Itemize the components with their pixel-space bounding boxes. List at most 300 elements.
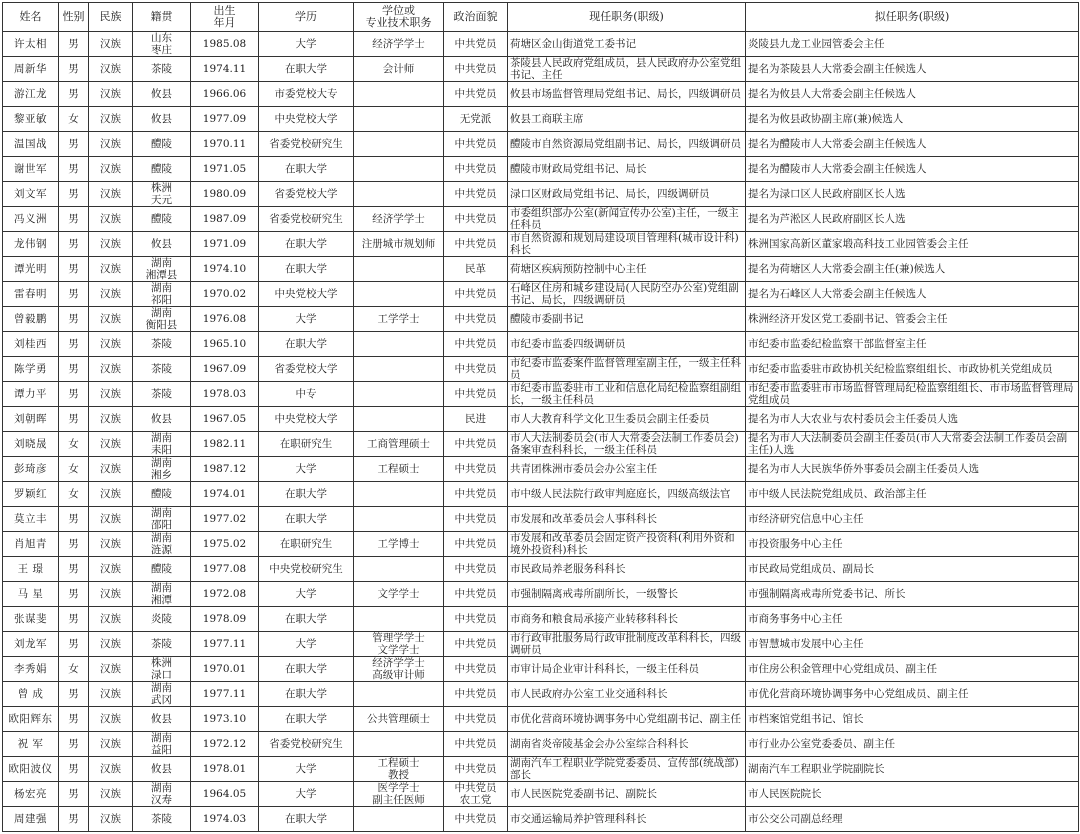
- cell-current-post: 市发展和改革委员会人事科科长: [508, 507, 746, 532]
- cell-degree-title: 工程硕士: [354, 457, 444, 482]
- table-row: [3, 182, 1079, 207]
- cell-name: 刘朝晖: [3, 407, 59, 432]
- cell-ethnicity: 汉族: [89, 207, 133, 232]
- cell-native-place: 湖南 武冈: [133, 682, 191, 707]
- cell-proposed-post: 株洲经济开发区党工委副书记、管委会主任: [746, 307, 1079, 332]
- cell-gender: 男: [59, 757, 89, 782]
- table-row: [3, 382, 1079, 407]
- cell-education: 大学: [259, 632, 354, 657]
- cell-proposed-post: 提名为市人大农业与农村委员会主任委员人选: [746, 407, 1079, 432]
- header-education: 学历: [259, 3, 354, 32]
- cell-birth-date: 1972.12: [191, 732, 259, 757]
- cell-current-post: 湖南省炎帝陵基金会办公室综合科科长: [508, 732, 746, 757]
- cell-current-post: 市中级人民法院行政审判庭庭长，四级高级法官: [508, 482, 746, 507]
- header-proposed-post: 拟任职务(职级): [746, 3, 1079, 32]
- cell-native-place: 攸县: [133, 707, 191, 732]
- cell-proposed-post: 市人民医院院长: [746, 782, 1079, 807]
- cell-name: 谢世军: [3, 157, 59, 182]
- cell-current-post: 攸县市场监督管理局党组书记、局长，四级调研员: [508, 82, 746, 107]
- cell-political-status: 中共党员 农工党: [444, 782, 508, 807]
- cell-education: 在职大学: [259, 482, 354, 507]
- cell-degree-title: [354, 732, 444, 757]
- cell-political-status: 中共党员: [444, 207, 508, 232]
- cell-birth-date: 1978.03: [191, 382, 259, 407]
- cell-education: 省委党校大学: [259, 357, 354, 382]
- cell-name: 周建强: [3, 807, 59, 832]
- cell-birth-date: 1976.08: [191, 307, 259, 332]
- cell-gender: 男: [59, 407, 89, 432]
- cell-proposed-post: 市档案馆党组书记、馆长: [746, 707, 1079, 732]
- cell-education: 省委党校大学: [259, 182, 354, 207]
- cell-degree-title: [354, 182, 444, 207]
- cell-political-status: 中共党员: [444, 557, 508, 582]
- cell-political-status: 中共党员: [444, 482, 508, 507]
- cell-name: 杨宏亮: [3, 782, 59, 807]
- cell-current-post: 攸县工商联主席: [508, 107, 746, 132]
- cell-political-status: 中共党员: [444, 607, 508, 632]
- cell-current-post: 市强制隔离戒毒所副所长，一级警长: [508, 582, 746, 607]
- cell-gender: 男: [59, 782, 89, 807]
- cell-degree-title: 工程硕士 教授: [354, 757, 444, 782]
- cell-ethnicity: 汉族: [89, 232, 133, 257]
- cell-political-status: 中共党员: [444, 682, 508, 707]
- cell-gender: 男: [59, 207, 89, 232]
- cell-native-place: 醴陵: [133, 482, 191, 507]
- cell-birth-date: 1971.09: [191, 232, 259, 257]
- cell-gender: 女: [59, 457, 89, 482]
- cell-proposed-post: 提名为攸县人大常委会副主任候选人: [746, 82, 1079, 107]
- cell-proposed-post: 提名为市人大法制委员会副主任委员(市人大常委会法制工作委员会副主任)人选: [746, 432, 1079, 457]
- cell-proposed-post: 市住房公积金管理中心党组成员、副主任: [746, 657, 1079, 682]
- cell-current-post: 市民政局养老服务科科长: [508, 557, 746, 582]
- cell-political-status: 中共党员: [444, 657, 508, 682]
- cell-name: 欧阳辉东: [3, 707, 59, 732]
- cell-name: 许太相: [3, 32, 59, 57]
- cell-native-place: 醴陵: [133, 557, 191, 582]
- cell-degree-title: [354, 807, 444, 832]
- cell-native-place: 茶陵: [133, 332, 191, 357]
- table-row: [3, 582, 1079, 607]
- cell-name: 刘龙军: [3, 632, 59, 657]
- cell-ethnicity: 汉族: [89, 507, 133, 532]
- cell-name: 曾 成: [3, 682, 59, 707]
- table-row: [3, 757, 1079, 782]
- cell-ethnicity: 汉族: [89, 382, 133, 407]
- cell-education: 在职大学: [259, 257, 354, 282]
- table-row: [3, 682, 1079, 707]
- cell-political-status: 中共党员: [444, 307, 508, 332]
- cell-political-status: 民革: [444, 257, 508, 282]
- cell-education: 大学: [259, 32, 354, 57]
- cell-ethnicity: 汉族: [89, 582, 133, 607]
- cell-proposed-post: 市投资服务中心主任: [746, 532, 1079, 557]
- cell-native-place: 茶陵: [133, 807, 191, 832]
- cell-native-place: 醴陵: [133, 132, 191, 157]
- cell-education: 大学: [259, 582, 354, 607]
- cell-gender: 男: [59, 732, 89, 757]
- cell-education: 省委党校研究生: [259, 732, 354, 757]
- cell-birth-date: 1987.09: [191, 207, 259, 232]
- cell-proposed-post: 提名为攸县政协副主席(兼)候选人: [746, 107, 1079, 132]
- cell-degree-title: [354, 607, 444, 632]
- cell-political-status: 中共党员: [444, 357, 508, 382]
- cell-degree-title: 公共管理硕士: [354, 707, 444, 732]
- cell-native-place: 攸县: [133, 757, 191, 782]
- cell-gender: 男: [59, 57, 89, 82]
- table-row: [3, 232, 1079, 257]
- cell-ethnicity: 汉族: [89, 682, 133, 707]
- table-row: [3, 332, 1079, 357]
- table-row: [3, 407, 1079, 432]
- cell-proposed-post: 提名为渌口区人民政府副区长人选: [746, 182, 1079, 207]
- cell-political-status: 中共党员: [444, 132, 508, 157]
- cell-native-place: 攸县: [133, 107, 191, 132]
- table-row: [3, 782, 1079, 807]
- table-row: [3, 57, 1079, 82]
- cell-political-status: 中共党员: [444, 232, 508, 257]
- cell-birth-date: 1977.11: [191, 632, 259, 657]
- cell-ethnicity: 汉族: [89, 257, 133, 282]
- cell-proposed-post: 市中级人民法院党组成员、政治部主任: [746, 482, 1079, 507]
- cell-ethnicity: 汉族: [89, 457, 133, 482]
- cell-proposed-post: 湖南汽车工程职业学院副院长: [746, 757, 1079, 782]
- table-row: [3, 82, 1079, 107]
- cell-native-place: 醴陵: [133, 207, 191, 232]
- cell-education: 中央党校大学: [259, 407, 354, 432]
- cell-degree-title: 工学博士: [354, 532, 444, 557]
- cell-native-place: 攸县: [133, 82, 191, 107]
- cell-political-status: 中共党员: [444, 32, 508, 57]
- cell-native-place: 湖南 湘潭: [133, 582, 191, 607]
- cell-education: 大学: [259, 782, 354, 807]
- cell-proposed-post: 市行业办公室党委委员、副主任: [746, 732, 1079, 757]
- cell-proposed-post: 市商务事务中心主任: [746, 607, 1079, 632]
- cell-ethnicity: 汉族: [89, 157, 133, 182]
- cell-political-status: 中共党员: [444, 382, 508, 407]
- table-row: [3, 482, 1079, 507]
- cell-current-post: 市人民政府办公室工业交通科科长: [508, 682, 746, 707]
- cell-birth-date: 1970.01: [191, 657, 259, 682]
- cell-education: 市委党校大专: [259, 82, 354, 107]
- cell-ethnicity: 汉族: [89, 782, 133, 807]
- cell-birth-date: 1964.05: [191, 782, 259, 807]
- cell-current-post: 市商务和粮食局承接产业转移科科长: [508, 607, 746, 632]
- cell-proposed-post: 市经济研究信息中心主任: [746, 507, 1079, 532]
- cell-political-status: 中共党员: [444, 57, 508, 82]
- cell-degree-title: 文学学士: [354, 582, 444, 607]
- table-row: [3, 807, 1079, 832]
- cell-birth-date: 1977.11: [191, 682, 259, 707]
- cell-degree-title: [354, 407, 444, 432]
- table-row: [3, 457, 1079, 482]
- cell-political-status: 中共党员: [444, 732, 508, 757]
- cell-proposed-post: 提名为市人大民族华侨外事委员会副主任委员人选: [746, 457, 1079, 482]
- cell-current-post: 茶陵县人民政府党组成员，县人民政府办公室党组书记、主任: [508, 57, 746, 82]
- cell-current-post: 石峰区住房和城乡建设局(人民防空办公室)党组副书记、局长，四级调研员: [508, 282, 746, 307]
- cell-proposed-post: 炎陵县九龙工业园管委会主任: [746, 32, 1079, 57]
- cell-native-place: 湖南 耒阳: [133, 432, 191, 457]
- cell-gender: 男: [59, 632, 89, 657]
- cell-name: 龙伟钢: [3, 232, 59, 257]
- cell-name: 刘文军: [3, 182, 59, 207]
- cell-birth-date: 1971.05: [191, 157, 259, 182]
- cell-ethnicity: 汉族: [89, 432, 133, 457]
- cell-native-place: 湖南 湘潭县: [133, 257, 191, 282]
- cell-gender: 男: [59, 332, 89, 357]
- cell-ethnicity: 汉族: [89, 482, 133, 507]
- cell-name: 谭光明: [3, 257, 59, 282]
- cell-political-status: 无党派: [444, 107, 508, 132]
- cell-gender: 男: [59, 232, 89, 257]
- cell-birth-date: 1974.03: [191, 807, 259, 832]
- cell-native-place: 茶陵: [133, 57, 191, 82]
- cell-political-status: 中共党员: [444, 332, 508, 357]
- cell-current-post: 荷塘区疾病预防控制中心主任: [508, 257, 746, 282]
- cell-degree-title: [354, 82, 444, 107]
- cell-political-status: 中共党员: [444, 807, 508, 832]
- cell-ethnicity: 汉族: [89, 82, 133, 107]
- cell-education: 中央党校大学: [259, 107, 354, 132]
- header-name: 姓名: [3, 3, 59, 32]
- table-row: [3, 357, 1079, 382]
- cell-political-status: 中共党员: [444, 157, 508, 182]
- cell-native-place: 山东 枣庄: [133, 32, 191, 57]
- cell-education: 大学: [259, 457, 354, 482]
- table-row: [3, 207, 1079, 232]
- cell-political-status: 中共党员: [444, 632, 508, 657]
- cell-current-post: 市审计局企业审计科科长，一级主任科员: [508, 657, 746, 682]
- cell-native-place: 茶陵: [133, 632, 191, 657]
- table-row: [3, 132, 1079, 157]
- cell-education: 在职研究生: [259, 432, 354, 457]
- cell-gender: 男: [59, 507, 89, 532]
- cell-birth-date: 1967.05: [191, 407, 259, 432]
- cell-name: 罗颖红: [3, 482, 59, 507]
- cell-name: 黎亚敏: [3, 107, 59, 132]
- cell-education: 在职研究生: [259, 532, 354, 557]
- cell-proposed-post: 提名为茶陵县人大常委会副主任候选人: [746, 57, 1079, 82]
- table-row: [3, 557, 1079, 582]
- cell-current-post: 共青团株洲市委员会办公室主任: [508, 457, 746, 482]
- cell-degree-title: 管理学学士 文学学士: [354, 632, 444, 657]
- table-row: [3, 107, 1079, 132]
- cell-gender: 男: [59, 82, 89, 107]
- table-body: [3, 32, 1079, 832]
- table-row: [3, 657, 1079, 682]
- cell-gender: 男: [59, 557, 89, 582]
- cell-current-post: 市纪委市监委案件监督管理室副主任，一级主任科员: [508, 357, 746, 382]
- cell-current-post: 市人民医院党委副书记、副院长: [508, 782, 746, 807]
- cell-degree-title: 经济学学士: [354, 207, 444, 232]
- cell-proposed-post: 提名为石峰区人大常委会副主任候选人: [746, 282, 1079, 307]
- table-row: [3, 32, 1079, 57]
- cell-education: 在职大学: [259, 232, 354, 257]
- cell-ethnicity: 汉族: [89, 532, 133, 557]
- cell-name: 祝 军: [3, 732, 59, 757]
- table-row: [3, 307, 1079, 332]
- cell-ethnicity: 汉族: [89, 107, 133, 132]
- cell-birth-date: 1973.10: [191, 707, 259, 732]
- cell-current-post: 市纪委市监委四级调研员: [508, 332, 746, 357]
- cell-proposed-post: 提名为醴陵市人大常委会副主任候选人: [746, 157, 1079, 182]
- cell-gender: 男: [59, 807, 89, 832]
- cell-education: 中央党校研究生: [259, 557, 354, 582]
- cell-ethnicity: 汉族: [89, 357, 133, 382]
- cell-degree-title: 会计师: [354, 57, 444, 82]
- cell-degree-title: [354, 332, 444, 357]
- cell-gender: 女: [59, 482, 89, 507]
- cell-current-post: 市行政审批服务局行政审批制度改革科科长，四级调研员: [508, 632, 746, 657]
- cell-name: 马 星: [3, 582, 59, 607]
- cell-current-post: 市人大法制委员会(市人大常委会法制工作委员会)备案审查科科长，一级主任科员: [508, 432, 746, 457]
- cell-birth-date: 1967.09: [191, 357, 259, 382]
- cell-birth-date: 1987.12: [191, 457, 259, 482]
- cell-gender: 男: [59, 682, 89, 707]
- cell-birth-date: 1975.02: [191, 532, 259, 557]
- cell-native-place: 湖南 衡阳县: [133, 307, 191, 332]
- cell-proposed-post: 市公交公司副总经理: [746, 807, 1079, 832]
- cell-education: 在职大学: [259, 507, 354, 532]
- cell-education: 在职大学: [259, 707, 354, 732]
- cell-birth-date: 1970.02: [191, 282, 259, 307]
- cell-ethnicity: 汉族: [89, 732, 133, 757]
- cell-degree-title: [354, 357, 444, 382]
- cell-education: 在职大学: [259, 157, 354, 182]
- cell-degree-title: 注册城市规划师: [354, 232, 444, 257]
- cell-degree-title: 经济学学士: [354, 32, 444, 57]
- cell-degree-title: 医学学士 副主任医师: [354, 782, 444, 807]
- table-row: [3, 282, 1079, 307]
- cell-native-place: 茶陵: [133, 357, 191, 382]
- cell-gender: 男: [59, 307, 89, 332]
- cell-name: 雷春明: [3, 282, 59, 307]
- cell-native-place: 株洲 天元: [133, 182, 191, 207]
- cell-birth-date: 1978.09: [191, 607, 259, 632]
- cell-native-place: 茶陵: [133, 382, 191, 407]
- cell-ethnicity: 汉族: [89, 307, 133, 332]
- cell-current-post: 市发展和改革委员会固定资产投资科(利用外资和境外投资科)科长: [508, 532, 746, 557]
- cell-proposed-post: 市智慧城市发展中心主任: [746, 632, 1079, 657]
- cell-degree-title: [354, 557, 444, 582]
- cell-proposed-post: 株洲国家高新区董家塅高科技工业园管委会主任: [746, 232, 1079, 257]
- cell-education: 大学: [259, 757, 354, 782]
- cell-current-post: 渌口区财政局党组书记、局长，四级调研员: [508, 182, 746, 207]
- cell-education: 在职大学: [259, 657, 354, 682]
- cell-proposed-post: 提名为芦淞区人民政府副区长人选: [746, 207, 1079, 232]
- cell-name: 温国战: [3, 132, 59, 157]
- cell-political-status: 中共党员: [444, 457, 508, 482]
- cell-gender: 女: [59, 432, 89, 457]
- cell-gender: 男: [59, 282, 89, 307]
- cell-current-post: 荷塘区金山街道党工委书记: [508, 32, 746, 57]
- cell-gender: 男: [59, 607, 89, 632]
- cell-ethnicity: 汉族: [89, 332, 133, 357]
- cell-gender: 男: [59, 132, 89, 157]
- cell-current-post: 市自然资源和规划局建设项目管理科(城市设计科)科长: [508, 232, 746, 257]
- cell-political-status: 中共党员: [444, 82, 508, 107]
- cell-education: 在职大学: [259, 607, 354, 632]
- cell-political-status: 中共党员: [444, 432, 508, 457]
- cell-degree-title: [354, 132, 444, 157]
- header-gender: 性别: [59, 3, 89, 32]
- header-ethnicity: 民族: [89, 3, 133, 32]
- cell-birth-date: 1980.09: [191, 182, 259, 207]
- cell-degree-title: [354, 107, 444, 132]
- cell-current-post: 市委组织部办公室(新闻宣传办公室)主任，一级主任科员: [508, 207, 746, 232]
- cell-education: 在职大学: [259, 332, 354, 357]
- cell-name: 莫立丰: [3, 507, 59, 532]
- cell-gender: 女: [59, 657, 89, 682]
- cell-native-place: 湖南 涟源: [133, 532, 191, 557]
- cell-ethnicity: 汉族: [89, 132, 133, 157]
- cell-political-status: 中共党员: [444, 282, 508, 307]
- cell-birth-date: 1978.01: [191, 757, 259, 782]
- table-row: [3, 432, 1079, 457]
- cell-ethnicity: 汉族: [89, 557, 133, 582]
- cell-native-place: 湖南 邵阳: [133, 507, 191, 532]
- cell-native-place: 湖南 祁阳: [133, 282, 191, 307]
- cell-political-status: 中共党员: [444, 757, 508, 782]
- cell-name: 曾毅鹏: [3, 307, 59, 332]
- header-degree-title: 学位或 专业技术职务: [354, 3, 444, 32]
- cell-ethnicity: 汉族: [89, 607, 133, 632]
- cell-birth-date: 1970.11: [191, 132, 259, 157]
- cell-birth-date: 1972.08: [191, 582, 259, 607]
- cell-ethnicity: 汉族: [89, 707, 133, 732]
- cell-proposed-post: 提名为醴陵市人大常委会副主任候选人: [746, 132, 1079, 157]
- table-row: [3, 157, 1079, 182]
- cell-birth-date: 1977.09: [191, 107, 259, 132]
- cell-gender: 女: [59, 107, 89, 132]
- cell-name: 陈学勇: [3, 357, 59, 382]
- table-row: [3, 732, 1079, 757]
- cell-current-post: 市优化营商环境协调事务中心党组副书记、副主任: [508, 707, 746, 732]
- table-row: [3, 257, 1079, 282]
- header-native-place: 籍贯: [133, 3, 191, 32]
- cell-birth-date: 1966.06: [191, 82, 259, 107]
- cell-degree-title: [354, 382, 444, 407]
- cell-name: 刘晓晟: [3, 432, 59, 457]
- cell-gender: 男: [59, 182, 89, 207]
- cell-proposed-post: 市纪委市监委纪检监察干部监督室主任: [746, 332, 1079, 357]
- cell-birth-date: 1965.10: [191, 332, 259, 357]
- cell-degree-title: [354, 482, 444, 507]
- header-current-post: 现任职务(职级): [508, 3, 746, 32]
- cell-gender: 男: [59, 582, 89, 607]
- table-row: [3, 607, 1079, 632]
- cell-degree-title: [354, 507, 444, 532]
- cell-degree-title: [354, 682, 444, 707]
- cell-political-status: 民进: [444, 407, 508, 432]
- cell-ethnicity: 汉族: [89, 632, 133, 657]
- cell-birth-date: 1982.11: [191, 432, 259, 457]
- cell-current-post: 醴陵市自然资源局党组副书记、局长，四级调研员: [508, 132, 746, 157]
- cell-education: 省委党校研究生: [259, 207, 354, 232]
- cell-gender: 男: [59, 32, 89, 57]
- cell-name: 冯义洲: [3, 207, 59, 232]
- cell-degree-title: [354, 257, 444, 282]
- cell-education: 在职大学: [259, 57, 354, 82]
- header-political-status: 政治面貌: [444, 3, 508, 32]
- cell-political-status: 中共党员: [444, 182, 508, 207]
- cell-political-status: 中共党员: [444, 507, 508, 532]
- cell-native-place: 攸县: [133, 407, 191, 432]
- cell-degree-title: [354, 282, 444, 307]
- cell-native-place: 湖南 汉寿: [133, 782, 191, 807]
- cell-degree-title: [354, 157, 444, 182]
- cell-political-status: 中共党员: [444, 532, 508, 557]
- cell-gender: 男: [59, 357, 89, 382]
